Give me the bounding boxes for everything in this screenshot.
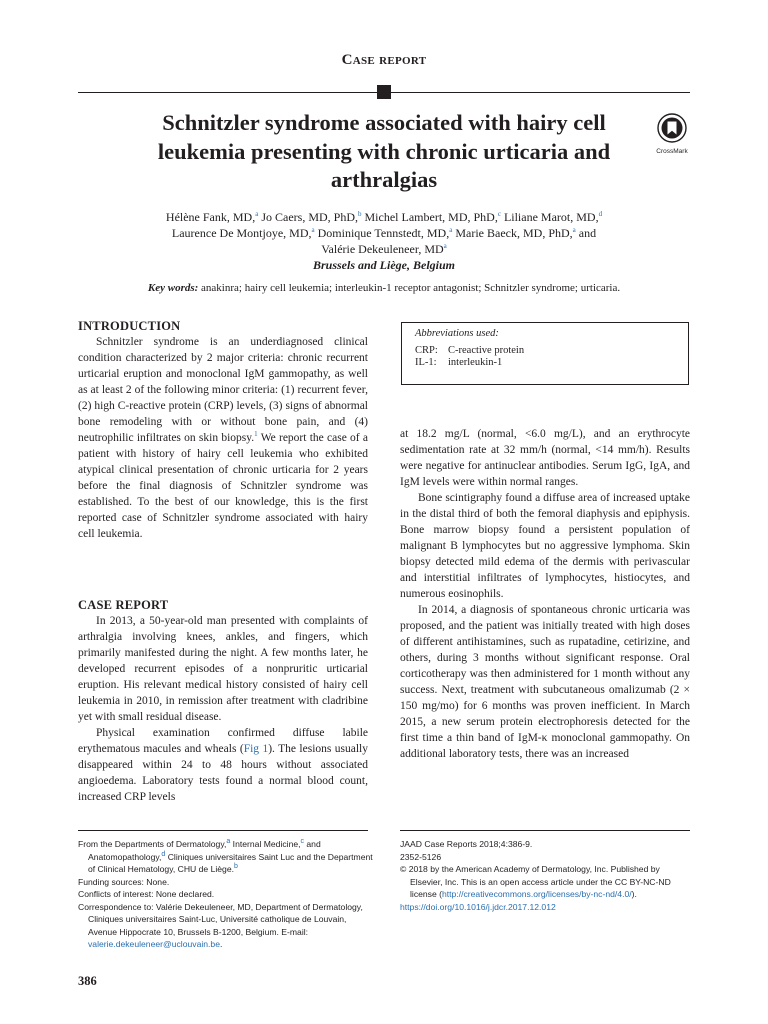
case-paragraph: In 2013, a 50-year-old man presented with complaints of arthralgia involving knees, ankles, and fingers, which primarily manifested during the night. A few months later, he developed recurrent episodes of a nonpruritic urticarial eruption. His relevant medical history consisted of hairy cell leukemia in 2010, in remission after treatment with cladribine yet with small residual disease. [78,615,368,723]
issn: 2352-5126 [400,851,442,862]
abbreviation-definition: C-reactive protein [448,345,525,356]
publication-info [400,838,694,913]
copyright-end: ). [631,889,637,899]
correspondence-note [78,901,374,951]
reference-link[interactable]: 1 [254,430,258,439]
introduction-section [78,318,368,542]
affiliation-marker: a [572,226,576,234]
affiliation-marker: d [161,850,166,858]
author-name: Hélène Fank, MD, [165,210,256,224]
header-rule-marker [377,85,391,99]
correspondence-end: . [220,939,223,949]
abbreviation-key: IL-1: [415,357,437,368]
author-name: Laurence De Montjoye, MD, [171,226,312,240]
affiliation-marker: a [226,838,231,846]
affiliations-footnote [78,838,374,951]
body-paragraph: at 18.2 mg/L (normal, <6.0 mg/L), and an erythrocyte sedimentation rate at 32 mm/h (normal, <14 mm/h). Results were negative for antinuclear antibodies. Serum IgG, IgA, and IgM levels were within normal ranges. [400,428,690,488]
abbreviation-key: CRP: [415,345,438,356]
section-label: Case report [341,52,427,68]
affiliation-marker: d [598,210,603,218]
email-link[interactable]: valerie.dekeuleneer@uclouvain.be [88,939,220,949]
affiliation-marker: c [300,838,305,846]
author-name: Dominique Tennstedt, MD, [317,226,450,240]
page-number: 386 [78,974,97,988]
author-location: Brussels and Liège, Belgium [312,258,455,272]
case-report-heading: CASE REPORT [78,598,169,612]
crossmark-badge[interactable] [655,113,689,155]
keywords-label: Key words: [147,282,199,294]
affiliation-marker: a [443,242,447,250]
figure-link[interactable]: Fig 1 [243,743,269,755]
case-paragraph [78,725,368,805]
doi-link[interactable]: https://doi.org/10.1016/j.jdcr.2017.12.012 [400,901,556,912]
author-name: Liliane Marot, MD, [503,210,599,224]
affiliation-marker: a [311,226,315,234]
author-name: Jo Caers, MD, PhD, [261,210,359,224]
abbreviations-box [401,322,689,385]
body-paragraph: Bone scintigraphy found a diffuse area of increased uptake in the distal third of both the femoral diaphysis and epiphysis. Bone marrow biopsy found a persistent population of malignant B lymphocytes but no aggressive lymphoma. Skin biopsy detected mild edema of the dermis with perivascular and interstitial infiltrates of lymphocytes, histiocytes, and numerous eosinophils. [400,492,690,600]
keywords [78,281,690,295]
author-name: Marie Baeck, MD, PhD, [455,226,573,240]
case-report-section [78,597,368,805]
case-text: Physical examination confirmed diffuse labile erythematous macules and wheals ( [78,727,368,755]
keywords-text: anakinra; hairy cell leukemia; interleukin-1 receptor antagonist; Schnitzler syndrome; urticaria. [201,282,621,294]
author-list [110,209,658,273]
funding-note: Funding sources: None. [78,876,170,887]
body-paragraph: In 2014, a diagnosis of spontaneous chronic urticaria was proposed, and the patient was initially treated with high doses of different antihistamines, such as rupatadine, cetirizine, and others, during 3 months without significant response. Oral corticotherapy was then administered for 1 month without any success. Next, treatment with subcutaneous omalizumab (2 × 150 mg/mo) for 6 months was proven inefficient. In March 2015, a new serum protein electrophoresis detected for the first time a thin band of IgM-κ monoclonal gammopathy. On additional laboratory tests, there was an increased [400,604,690,760]
crossmark-icon [657,113,687,143]
author-name: Valérie Dekeuleneer, MD [321,242,444,256]
abbreviation-row [415,345,675,357]
journal-citation: JAAD Case Reports 2018;4:386-9. [400,839,533,849]
introduction-heading: INTRODUCTION [78,319,181,333]
author-conjunction: and [578,226,597,240]
copyright-text: © 2018 by the American Academy of Dermatology, Inc. Published by Elsevier, Inc. This is an open access article under the CC BY-NC-ND license ( [400,864,671,899]
footnote-divider [400,830,690,831]
case-text-cont: ). The lesions usually disappeared within 24 to 48 hours without associated angioedema. Laboratory tests found a normal blood count, increased CRP levels [78,743,369,803]
footnote-divider [78,830,368,831]
abbreviation-row [415,357,675,369]
affiliation-marker: a [255,210,259,218]
conflicts-note: Conflicts of interest: None declared. [78,889,215,899]
affiliation-marker: c [497,210,501,218]
license-link[interactable]: http://creativecommons.org/licenses/by-nc-nd/4.0/ [442,889,632,899]
introduction-paragraph [78,334,368,542]
affiliation-marker: b [358,210,362,218]
affiliations [78,838,374,876]
affiliation-text: and Anatomopathology, [88,839,321,862]
correspondence-text: Correspondence to: Valérie Dekeuleneer, MD, Department of Dermatology, Cliniques universitaires Saint-Luc, Université catholique de Louvain, Avenue Hippocrate 10, Brussels B-1200, Belgium. E-mail: [78,901,363,937]
intro-text-cont: We report the case of a patient with history of hairy cell leukemia who exhibited atypical clinical presentation of chronic urticaria for 2 years before the final diagnosis of Schnitzler syndrome was established. To the best of our knowledge, this is the first reported case of Schnitzler syndrome associated with hairy cell leukemia. [78,432,368,540]
abbreviation-definition: interleukin-1 [448,357,503,368]
right-column-text [400,426,690,762]
affiliation-text: Cliniques universitaires Saint Luc and the Department of Clinical Hematology, CHU de Liège. [88,851,373,874]
affiliation-marker: a [449,226,453,234]
affiliation-marker: b [234,863,238,871]
affiliation-text: From the Departments of Dermatology, [78,839,227,849]
crossmark-label: CrossMark [656,148,688,155]
abbreviations-title: Abbreviations used: [415,328,499,339]
author-name: Michel Lambert, MD, PhD, [364,210,498,224]
copyright-note [400,863,694,901]
affiliation-text: Internal Medicine, [230,839,301,849]
article-title: Schnitzler syndrome associated with hairy cell leukemia presenting with chronic urticaria and arthralgias [157,110,611,192]
intro-text: Schnitzler syndrome is an underdiagnosed clinical condition characterized by 2 major criteria: chronic recurrent urticarial eruption and monoclonal IgM gammopathy, as well as at least 2 of the following minor criteria: (1) recurrent fever, (2) high C-reactive protein (CRP) levels, (3) signs of abnormal bone remodeling with or without bone pain, and (4) neutrophilic infiltrates on skin biopsy. [78,336,368,444]
